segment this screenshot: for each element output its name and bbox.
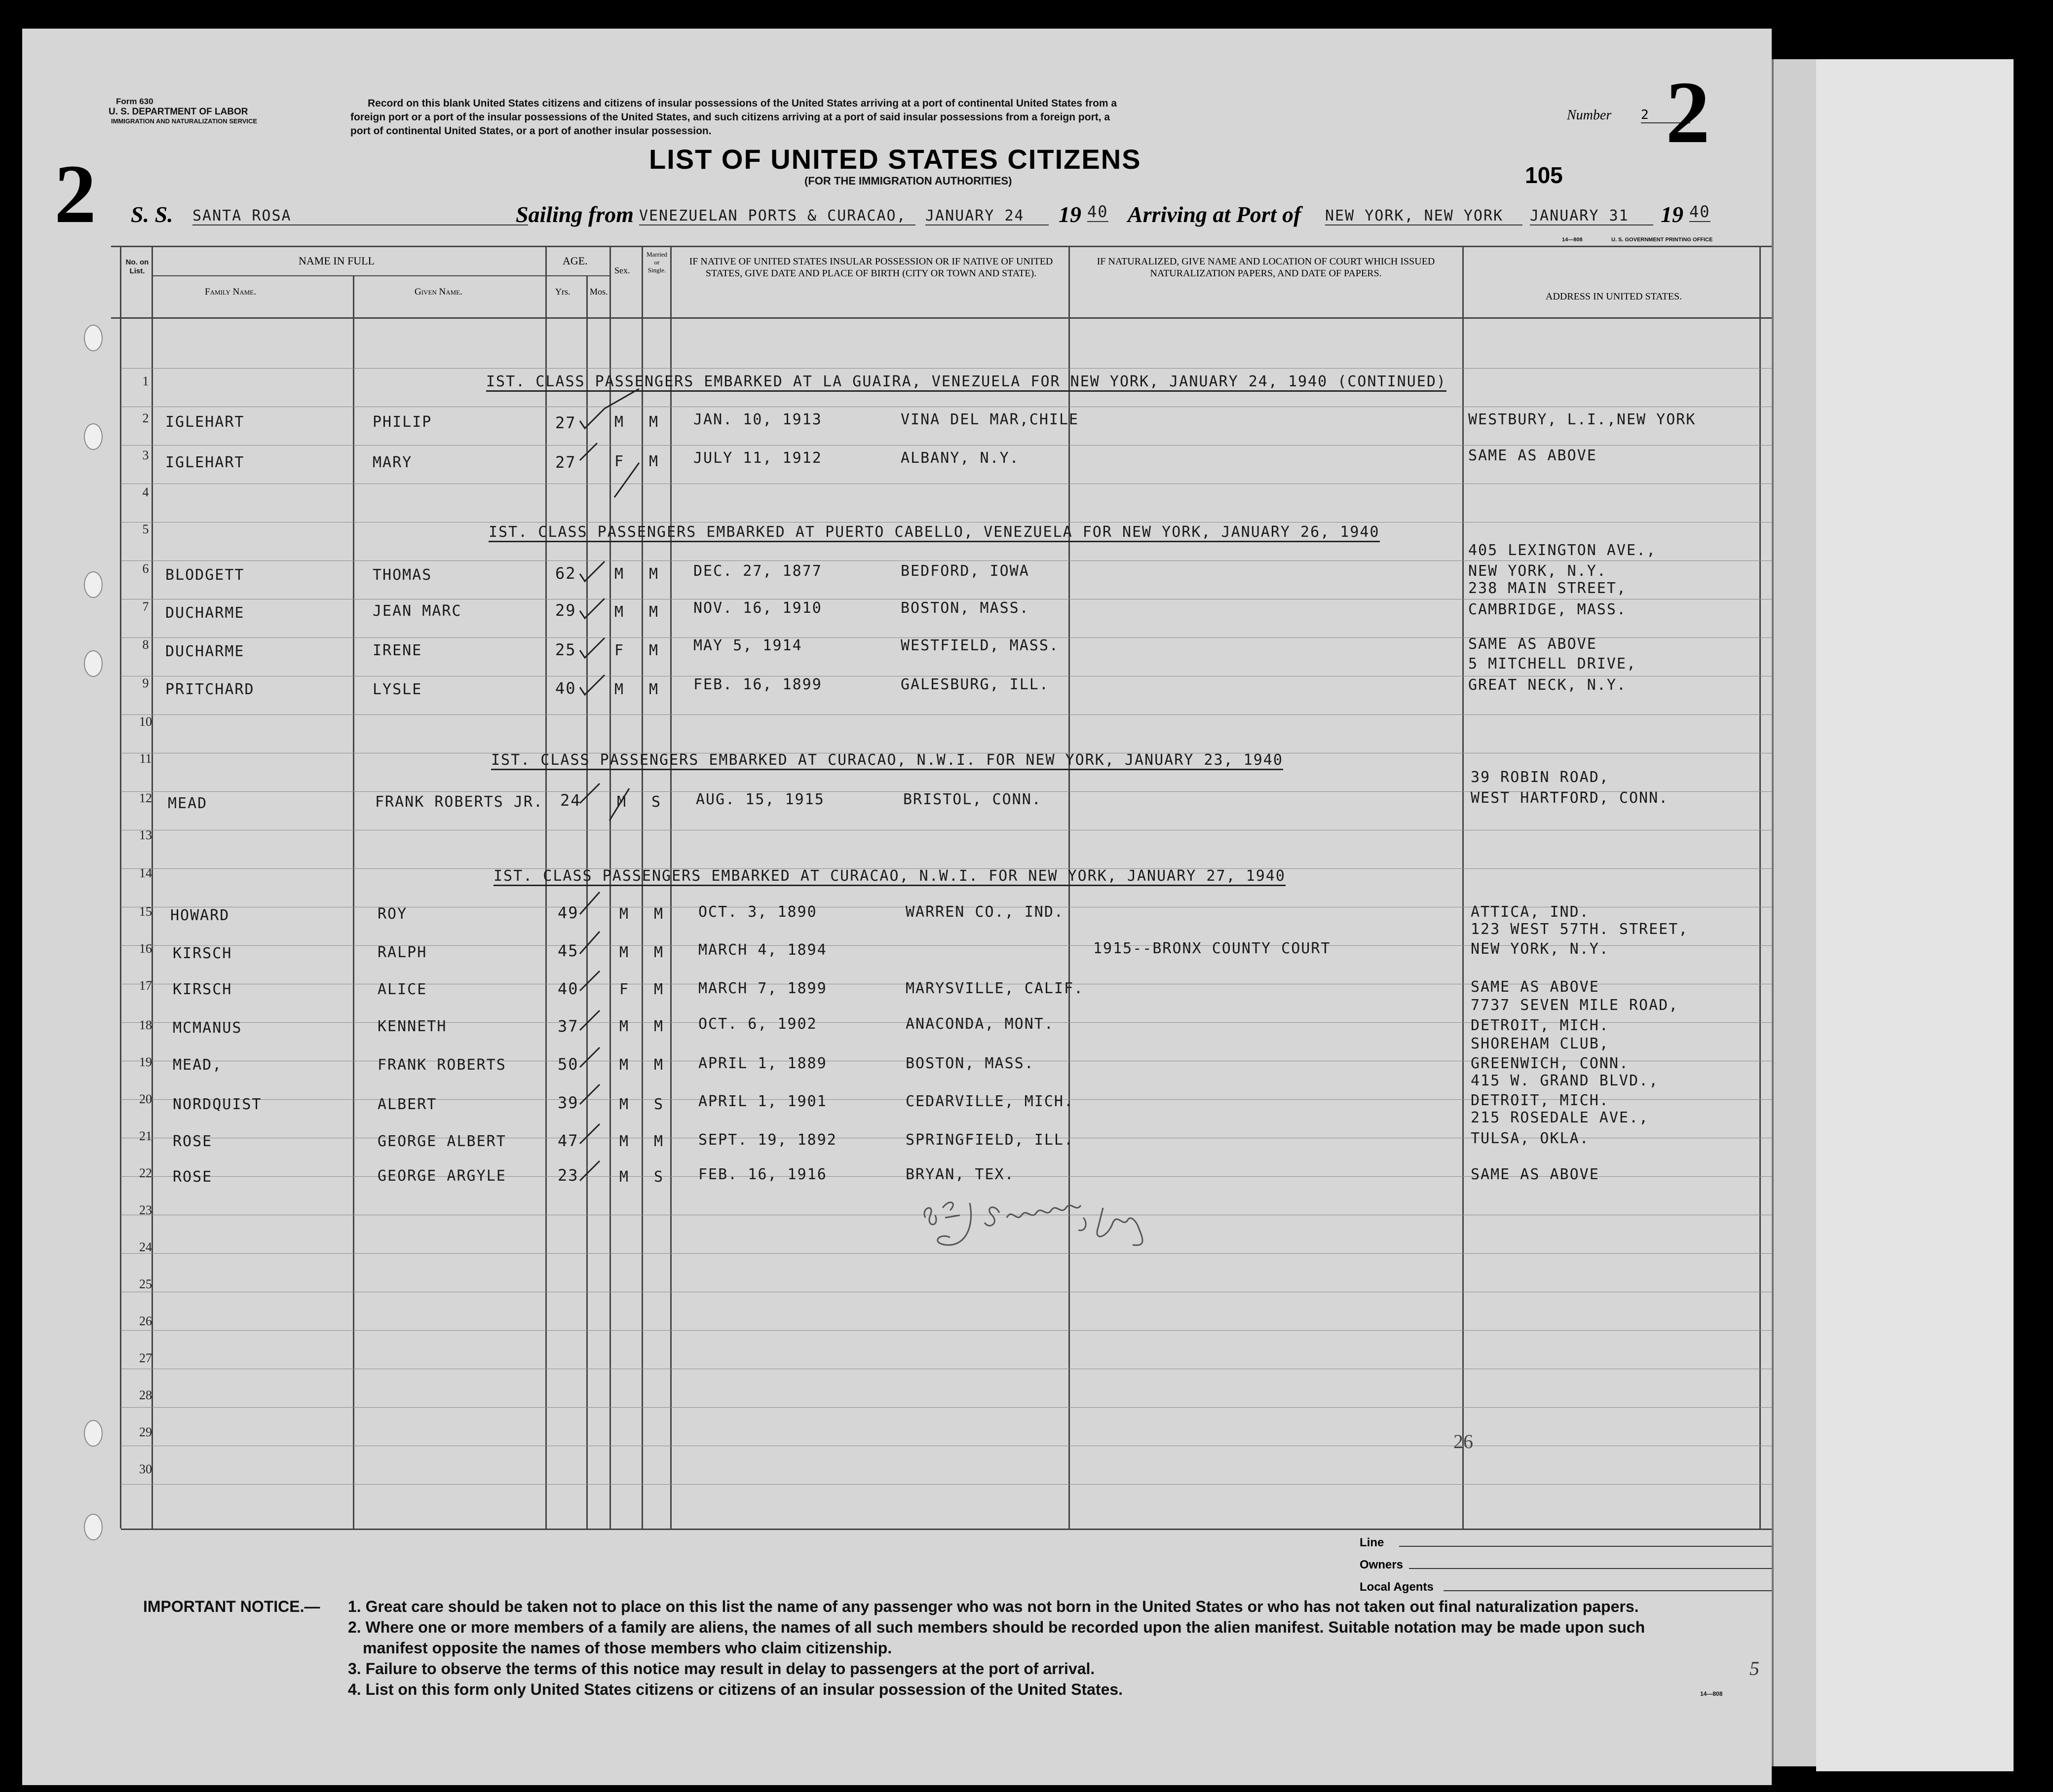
row-number: 10	[139, 714, 152, 729]
birth-date: JAN. 10, 1913	[693, 411, 822, 428]
row-number: 23	[139, 1203, 152, 1217]
section-header: IST. CLASS PASSENGERS EMBARKED AT CURACAO, N.W.I. FOR NEW YORK, JANUARY 23, 1940	[491, 751, 1283, 770]
sailing-from: VENEZUELAN PORTS & CURACAO,	[639, 207, 915, 225]
header-name: NAME IN FULL	[299, 255, 375, 267]
row-number: 12	[139, 791, 152, 805]
address-line-2: GREENWICH, CONN.	[1471, 1055, 1629, 1072]
birth-date: DEC. 27, 1877	[693, 562, 822, 580]
row-number: 3	[142, 448, 149, 462]
page-stamp: 105	[1525, 162, 1563, 188]
age: 40	[558, 979, 579, 998]
age: 62	[555, 564, 576, 583]
line-field	[1399, 1546, 1772, 1547]
birth-date: JULY 11, 1912	[693, 449, 822, 467]
age: 27	[555, 453, 576, 472]
naturalization-court: 1915--BRONX COUNTY COURT	[1093, 940, 1331, 957]
row-number: 17	[139, 978, 152, 993]
family-name: KIRSCH	[173, 945, 232, 962]
intro-line-1: Record on this blank United States citizens and citizens of insular possessions of the United States arriving at a port of continental United States from a	[368, 98, 1117, 109]
address-line-1: 7737 SEVEN MILE ROAD,	[1471, 997, 1679, 1014]
birth-date: MARCH 4, 1894	[698, 941, 827, 959]
row-number: 27	[139, 1351, 152, 1365]
ss-label: S. S.	[131, 202, 173, 227]
intro-line-3: port of continental United States, or a port of another insular possession.	[350, 125, 712, 137]
header-family: Family Name.	[205, 287, 256, 297]
birth-place: GALESBURG, ILL.	[901, 676, 1049, 693]
row-number: 7	[142, 599, 149, 614]
birth-place: BOSTON, MASS.	[906, 1055, 1034, 1072]
intro-line-2: foreign port or a port of the insular possessions of the United States, and such citizens arriving at a port of said insular possessions from a foreign port, a	[350, 112, 1110, 123]
year-prefix-1: 19	[1059, 202, 1081, 227]
sex: M	[619, 1133, 630, 1150]
address-line-1: 39 ROBIN ROAD,	[1471, 769, 1609, 786]
row-number: 4	[142, 485, 149, 499]
birth-date: OCT. 6, 1902	[698, 1015, 817, 1033]
birth-place: BRYAN, TEX.	[906, 1166, 1015, 1183]
notice-1: 1. Great care should be taken not to place on this list the name of any passenger who was not born in the United States or who has not taken out final naturalization papers.	[348, 1598, 1639, 1615]
number-label: Number	[1567, 108, 1612, 123]
handwritten-count: 26	[1453, 1430, 1473, 1453]
birth-place: VINA DEL MAR,CHILE	[901, 411, 1079, 428]
service: IMMIGRATION AND NATURALIZATION SERVICE	[111, 117, 258, 125]
marital-status: S	[654, 1096, 664, 1113]
page-subtitle: (FOR THE IMMIGRATION AUTHORITIES)	[804, 175, 1012, 187]
address-line-2: GREAT NECK, N.Y.	[1468, 676, 1627, 694]
given-name: LYSLE	[373, 681, 422, 698]
address-line-1: SAME AS ABOVE	[1471, 1166, 1599, 1183]
given-name: PHILIP	[373, 413, 432, 431]
marital-status: M	[654, 1133, 664, 1150]
family-name: DUCHARME	[165, 604, 245, 622]
row-number: 16	[139, 941, 152, 956]
sex: F	[614, 642, 625, 659]
marital-status: M	[654, 1056, 664, 1074]
address-line-2: DETROIT, MICH.	[1471, 1092, 1609, 1109]
address-line-2: DETROIT, MICH.	[1471, 1017, 1609, 1034]
address-line-1: SAME AS ABOVE	[1468, 635, 1597, 653]
address-line-1: ATTICA, IND.	[1471, 903, 1590, 921]
sex: F	[619, 981, 630, 998]
sailing-date: JANUARY 24	[925, 207, 1049, 225]
birth-date: AUG. 15, 1915	[696, 791, 825, 808]
sex: M	[619, 1168, 630, 1186]
family-name: NORDQUIST	[173, 1096, 262, 1113]
owners-field	[1409, 1568, 1772, 1569]
header-mos: Mos.	[590, 287, 608, 297]
given-name: RALPH	[378, 944, 427, 961]
header-age: AGE.	[563, 255, 588, 267]
birth-date: MARCH 7, 1899	[698, 980, 827, 997]
family-name: ROSE	[173, 1168, 213, 1186]
birth-date: APRIL 1, 1901	[698, 1093, 827, 1110]
family-name: IGLEHART	[165, 413, 245, 431]
birth-place: WARREN CO., IND.	[906, 903, 1064, 921]
row-number: 21	[139, 1129, 152, 1143]
address-line-2: TULSA, OKLA.	[1471, 1130, 1590, 1147]
given-name: ALICE	[378, 981, 427, 998]
arriving-label: Arriving at Port of	[1128, 202, 1301, 227]
notice-2a: 2. Where one or more members of a family are aliens, the names of all such members should be recorded upon the alien manifest. Suitable notation may be made upon such	[348, 1618, 1645, 1636]
age: 45	[558, 941, 579, 960]
address-line-2: NEW YORK, N.Y.	[1471, 940, 1609, 958]
row-number: 25	[139, 1277, 152, 1291]
birth-place: ALBANY, N.Y.	[901, 449, 1020, 467]
address-line-1: SHOREHAM CLUB,	[1471, 1035, 1609, 1052]
age: 23	[558, 1166, 579, 1185]
line-label: Line	[1360, 1536, 1384, 1549]
sex: M	[619, 905, 630, 923]
row-number: 28	[139, 1388, 152, 1402]
age: 47	[558, 1131, 579, 1150]
punch-hole	[84, 571, 103, 598]
row-number: 11	[139, 751, 152, 766]
year-prefix-2: 19	[1661, 202, 1683, 227]
owners-label: Owners	[1360, 1558, 1404, 1571]
row-number: 5	[142, 522, 149, 536]
given-name: ALBERT	[378, 1096, 437, 1113]
agents-label: Local Agents	[1360, 1580, 1434, 1594]
address-line-1: WESTBURY, L.I.,NEW YORK	[1468, 411, 1696, 428]
address-line-1: 405 LEXINGTON AVE.,	[1468, 542, 1657, 559]
year-suffix-2: 40	[1689, 202, 1711, 221]
address-line-1: SAME AS ABOVE	[1471, 978, 1599, 996]
sex: M	[614, 603, 625, 621]
sex: M	[614, 565, 625, 583]
row-number: 29	[139, 1425, 152, 1439]
row-number: 8	[142, 637, 149, 652]
given-name: KENNETH	[378, 1018, 447, 1035]
given-name: MARY	[373, 454, 413, 471]
age: 25	[555, 640, 576, 659]
marital-status: M	[654, 905, 664, 923]
family-name: BLODGETT	[165, 566, 245, 584]
family-name: IGLEHART	[165, 454, 245, 471]
row-number: 26	[139, 1314, 152, 1328]
notice-2b: manifest opposite the names of those members who claim citizenship.	[363, 1639, 892, 1657]
punch-hole	[84, 423, 103, 450]
sex: M	[617, 793, 627, 811]
arriving-date: JANUARY 31	[1530, 207, 1653, 225]
family-name: HOWARD	[170, 907, 230, 924]
family-name: KIRSCH	[173, 981, 232, 998]
given-name: ROY	[378, 905, 408, 923]
given-name: FRANK ROBERTS JR.	[375, 793, 544, 811]
header-married: Married or Single.	[646, 251, 667, 274]
address-line-1: 415 W. GRAND BLVD.,	[1471, 1072, 1659, 1089]
family-name: MCMANUS	[173, 1019, 242, 1037]
row-number: 18	[139, 1018, 152, 1032]
header-sex: Sex.	[614, 265, 630, 275]
birth-place: WESTFIELD, MASS.	[901, 637, 1059, 654]
address-line-2: CAMBRIDGE, MASS.	[1468, 601, 1627, 618]
birth-place: BEDFORD, IOWA	[901, 562, 1029, 580]
printing-office: U. S. GOVERNMENT PRINTING OFFICE	[1611, 237, 1713, 243]
family-name: MEAD	[168, 795, 208, 812]
sex: M	[619, 1056, 630, 1074]
handwritten-inspector-note	[920, 1188, 1266, 1277]
given-name: THOMAS	[373, 566, 432, 584]
notice-4: 4. List on this form only United States citizens or citizens of an insular possession of the United States.	[348, 1680, 1123, 1698]
age: 49	[558, 903, 579, 922]
header-naturalized: IF NATURALIZED, GIVE NAME AND LOCATION OF COURT WHICH ISSUED NATURALIZATION PAPERS, AND DATE OF PAPERS.	[1097, 256, 1435, 279]
punch-hole	[84, 1514, 103, 1540]
row-number: 13	[139, 828, 152, 842]
header-yrs: Yrs.	[555, 287, 570, 297]
family-name: DUCHARME	[165, 643, 245, 660]
adjacent-page-edge	[1772, 59, 1818, 1766]
marital-status: M	[654, 1018, 664, 1035]
age: 24	[560, 791, 581, 810]
birth-date: FEB. 16, 1916	[698, 1166, 827, 1183]
row-number: 1	[142, 374, 149, 388]
address-line-1: SAME AS ABOVE	[1468, 447, 1597, 464]
family-name: ROSE	[173, 1133, 213, 1150]
header-address: ADDRESS IN UNITED STATES.	[1545, 291, 1682, 302]
given-name: GEORGE ARGYLE	[378, 1167, 506, 1185]
ship-name: SANTA ROSA	[192, 207, 528, 225]
birth-date: SEPT. 19, 1892	[698, 1131, 837, 1149]
section-header: IST. CLASS PASSENGERS EMBARKED AT LA GUAIRA, VENEZUELA FOR NEW YORK, JANUARY 24, 1940 (CONTINUED)	[486, 373, 1446, 392]
agents-field	[1444, 1590, 1772, 1591]
page-title: LIST OF UNITED STATES CITIZENS	[649, 144, 1141, 175]
address-line-1: 123 WEST 57TH. STREET,	[1471, 921, 1689, 938]
row-number: 6	[142, 561, 149, 576]
big-number: 2	[1666, 63, 1710, 161]
given-name: GEORGE ALBERT	[378, 1133, 506, 1150]
address-line-1: 238 MAIN STREET,	[1468, 580, 1627, 597]
marital-status: M	[649, 565, 659, 583]
section-header: IST. CLASS PASSENGERS EMBARKED AT PUERTO CABELLO, VENEZUELA FOR NEW YORK, JANUARY 26, 1940	[489, 523, 1380, 542]
marital-status: M	[654, 981, 664, 998]
row-number: 24	[139, 1240, 152, 1254]
given-name: IRENE	[373, 642, 422, 659]
age: 27	[555, 413, 576, 432]
age: 40	[555, 679, 576, 698]
notice-3: 3. Failure to observe the terms of this notice may result in delay to passengers at the port of arrival.	[348, 1660, 1095, 1678]
marital-status: M	[649, 642, 659, 659]
row-number: 15	[139, 904, 152, 919]
inspection-check-marks	[575, 374, 674, 1188]
birth-place: BRISTOL, CONN.	[903, 791, 1042, 808]
row-number: 30	[139, 1462, 152, 1476]
given-name: JEAN MARC	[373, 602, 462, 620]
header-birth: IF NATIVE OF UNITED STATES INSULAR POSSESSION OR IF NATIVE OF UNITED STATES, GIVE DATE AND PLACE OF BIRTH (CITY OR TOWN AND STATE).	[689, 256, 1053, 279]
corner-mark: 5	[1749, 1657, 1759, 1680]
marital-status: M	[654, 944, 664, 961]
address-line-1: 5 MITCHELL DRIVE,	[1468, 655, 1637, 672]
form-code-bottom: 14—808	[1700, 1690, 1723, 1697]
marital-status: S	[654, 1168, 664, 1186]
form-number: Form 630	[116, 97, 153, 106]
header-given: Given Name.	[415, 287, 462, 297]
punch-hole	[84, 1420, 103, 1447]
manifest-sheet	[22, 29, 1772, 1785]
marital-status: M	[649, 453, 659, 470]
adjacent-page-background	[1816, 59, 2014, 1771]
family-name: MEAD,	[173, 1056, 223, 1074]
age: 37	[558, 1017, 579, 1036]
row-number: 22	[139, 1166, 152, 1180]
department: U. S. DEPARTMENT OF LABOR	[109, 107, 248, 117]
left-big-number: 2	[54, 148, 96, 240]
sailing-label: Sailing from	[516, 202, 634, 227]
row-number: 2	[142, 411, 149, 425]
number-value: 2	[1641, 108, 1690, 123]
birth-place: SPRINGFIELD, ILL.	[906, 1131, 1074, 1149]
sex: M	[619, 1018, 630, 1035]
address-line-1: 215 ROSEDALE AVE.,	[1471, 1109, 1649, 1126]
sex: M	[619, 944, 630, 961]
marital-status: S	[651, 793, 662, 811]
address-line-2: WEST HARTFORD, CONN.	[1471, 789, 1669, 807]
birth-place: CEDARVILLE, MICH.	[906, 1093, 1074, 1110]
birth-place: BOSTON, MASS.	[901, 599, 1029, 617]
given-name: FRANK ROBERTS	[378, 1056, 506, 1074]
row-number: 9	[142, 676, 149, 690]
marital-status: M	[649, 603, 659, 621]
header-no: No. on List.	[125, 258, 149, 275]
section-header: IST. CLASS PASSENGERS EMBARKED AT CURACAO, N.W.I. FOR NEW YORK, JANUARY 27, 1940	[494, 867, 1286, 886]
address-line-2: NEW YORK, N.Y.	[1468, 562, 1607, 580]
age: 39	[558, 1093, 579, 1112]
punch-hole	[84, 650, 103, 677]
punch-hole	[84, 325, 103, 351]
birth-date: APRIL 1, 1889	[698, 1055, 827, 1072]
row-number: 19	[139, 1055, 152, 1069]
birth-date: NOV. 16, 1910	[693, 599, 822, 617]
sex: M	[614, 413, 625, 431]
birth-date: FEB. 16, 1899	[693, 676, 822, 693]
age: 50	[558, 1055, 579, 1074]
row-number: 20	[139, 1092, 152, 1106]
sex: M	[614, 681, 625, 698]
birth-place: MARYSVILLE, CALIF.	[906, 980, 1084, 997]
marital-status: M	[649, 413, 659, 431]
year-suffix-1: 40	[1087, 202, 1108, 221]
birth-date: MAY 5, 1914	[693, 637, 802, 654]
row-number: 14	[139, 866, 152, 880]
birth-date: OCT. 3, 1890	[698, 903, 817, 921]
sex: F	[614, 453, 625, 470]
form-code-top: 14—808	[1562, 237, 1583, 243]
family-name: PRITCHARD	[165, 681, 255, 698]
age: 29	[555, 601, 576, 620]
marital-status: M	[649, 681, 659, 698]
sex: M	[619, 1096, 630, 1113]
arriving-port: NEW YORK, NEW YORK	[1325, 207, 1522, 225]
notice-title: IMPORTANT NOTICE.—	[143, 1598, 320, 1615]
birth-place: ANACONDA, MONT.	[906, 1015, 1054, 1033]
